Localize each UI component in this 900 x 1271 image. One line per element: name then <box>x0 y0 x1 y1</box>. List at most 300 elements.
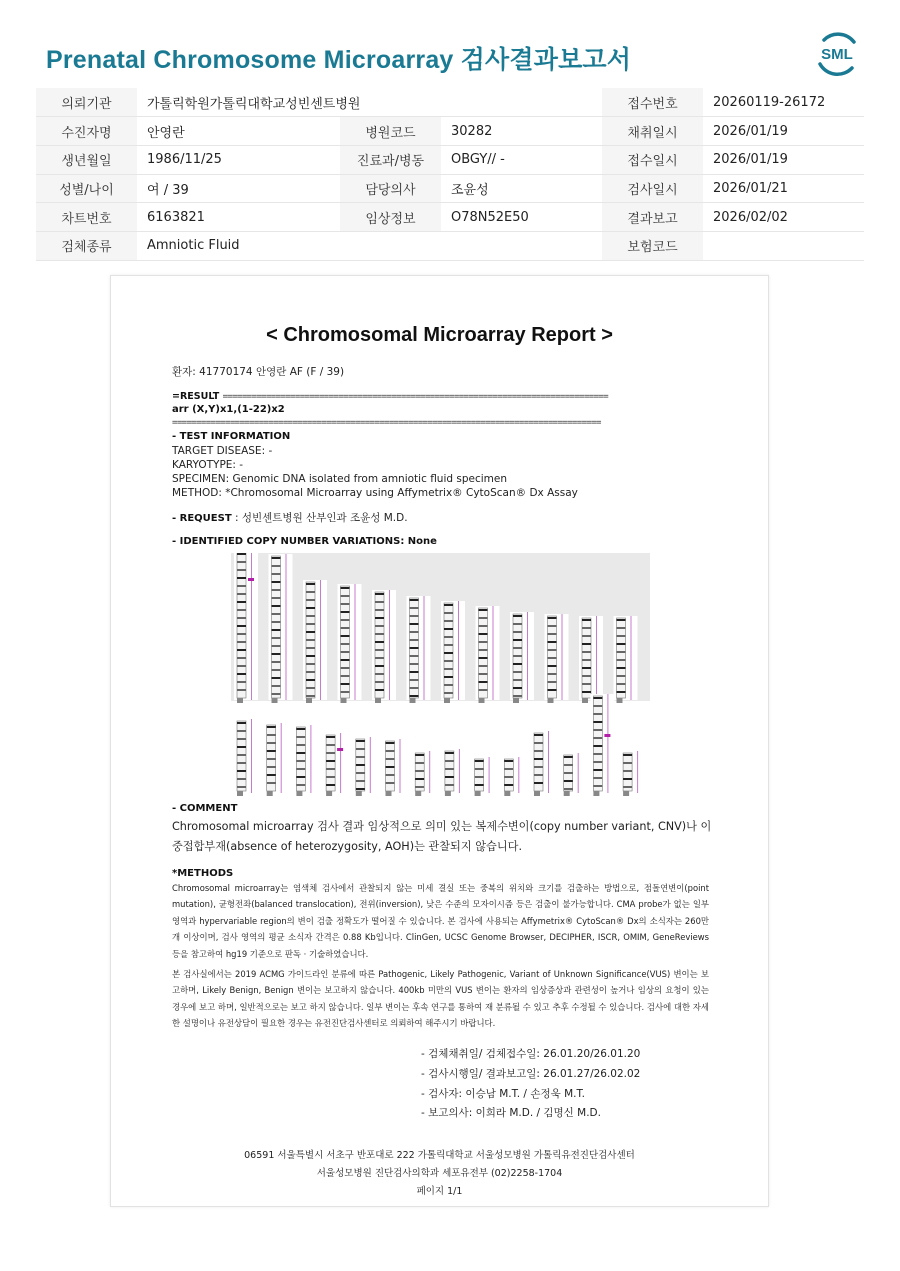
chromosome-label-box <box>415 791 421 796</box>
chromosome-label-box <box>617 698 623 703</box>
chromosome-band <box>582 667 591 669</box>
chromosome-band <box>296 744 305 746</box>
report-page <box>110 275 769 1207</box>
chromosome-band <box>326 752 335 754</box>
copy-number-track <box>489 757 490 793</box>
chromosome-band <box>410 647 419 649</box>
label-hospital-code: 병원코드 <box>340 117 441 146</box>
chromosome-label-box <box>444 698 450 703</box>
chromosome-band <box>341 619 350 621</box>
chromosome-band <box>237 730 246 732</box>
chromosome-band <box>267 742 276 744</box>
karyotype: KARYOTYPE: - <box>172 459 244 471</box>
chromosome-band <box>617 619 626 621</box>
label-physician: 담당의사 <box>340 174 441 203</box>
chromosome-band <box>444 604 453 606</box>
chromosome-band <box>444 620 453 622</box>
chromosome-band <box>267 726 276 728</box>
chromosome-label-box <box>237 698 243 703</box>
chromosome-band <box>564 756 573 758</box>
chromosome-band <box>356 756 365 758</box>
chromosome-band <box>375 601 384 603</box>
chromosome-band <box>410 687 419 689</box>
chromosome-band <box>513 623 522 625</box>
chromosome-band <box>237 601 246 603</box>
chromosome-band <box>479 617 488 619</box>
value-specimen-type: Amniotic Fluid <box>137 231 602 260</box>
patient-info-table <box>36 88 864 261</box>
chromosome-band <box>272 645 281 647</box>
chromosome-band <box>593 721 602 723</box>
methods-heading: *METHODS <box>172 868 234 879</box>
value-sex-age: 여 / 39 <box>137 174 340 203</box>
chromosome-band <box>341 651 350 653</box>
chromosome-body <box>582 618 591 698</box>
chromosome-band <box>341 659 350 661</box>
chromosome-band <box>534 766 543 768</box>
chromosome-label-box <box>375 698 381 703</box>
chromosome-band <box>237 722 246 724</box>
chromosome-band <box>564 772 573 774</box>
chromosome-label-box <box>326 791 332 796</box>
chromosome-band <box>272 693 281 695</box>
sml-logo <box>812 28 862 78</box>
value-requesting-institution: 가톨릭학원가톨릭대학교성빈센트병원 <box>137 88 602 117</box>
chromosome-band <box>375 657 384 659</box>
chromosome-band <box>513 639 522 641</box>
copy-number-track <box>548 731 549 793</box>
chromosome-band <box>356 772 365 774</box>
cnv-marker <box>337 748 343 751</box>
request-line <box>172 510 408 525</box>
page-title: Prenatal Chromosome Microarray 검사결과보고서 <box>46 46 632 74</box>
chromosome-band <box>306 663 315 665</box>
chromosome-band <box>410 599 419 601</box>
chromosome-band <box>513 663 522 665</box>
chromosome-band <box>375 689 384 691</box>
chromosome-band <box>479 673 488 675</box>
chromosome-band <box>445 768 454 770</box>
label-patient-name: 수진자명 <box>36 117 137 146</box>
chromosome-band <box>623 762 632 764</box>
chromosome-band <box>326 768 335 770</box>
chromosome-band <box>593 777 602 779</box>
chromosome-band <box>564 780 573 782</box>
label-chart-number: 차트번호 <box>36 203 137 232</box>
label-clinical-info: 임상정보 <box>340 203 441 232</box>
chromosome-label-box <box>513 698 519 703</box>
chromosome-band <box>237 561 246 563</box>
chromosome-band <box>386 750 395 752</box>
chromosome-band <box>306 695 315 697</box>
chromosome-band <box>415 778 424 780</box>
chromosome-label-box <box>445 791 451 796</box>
target-disease: TARGET DISEASE: - <box>172 445 273 457</box>
chromosome-band <box>444 692 453 694</box>
chromosome-band <box>444 612 453 614</box>
chromosome-band <box>326 760 335 762</box>
chromosome-band <box>272 573 281 575</box>
chromosome-label-box <box>548 698 554 703</box>
sign-collection-dates: - 검체채취일/ 검체접수일: 26.01.20/26.01.20 <box>421 1048 641 1060</box>
chromosome-band <box>326 776 335 778</box>
label-requesting-institution: 의뢰기관 <box>36 88 137 117</box>
chromosome-band <box>272 637 281 639</box>
chromosome-band <box>375 609 384 611</box>
chromosome-label-box <box>306 698 312 703</box>
chromosome-band <box>504 768 513 770</box>
comment-heading: - COMMENT <box>172 803 238 814</box>
chromosome-band <box>548 665 557 667</box>
chromosome-label-box <box>267 791 273 796</box>
chromosome-band <box>296 768 305 770</box>
chromosome-band <box>237 778 246 780</box>
chromosome-band <box>375 617 384 619</box>
logo-text: SML <box>821 46 853 63</box>
chromosome-band <box>306 631 315 633</box>
chromosome-band <box>479 649 488 651</box>
chromosome-label-box <box>534 791 540 796</box>
chromosome-label-box <box>237 791 243 796</box>
chromosome-band <box>513 615 522 617</box>
specimen: SPECIMEN: Genomic DNA isolated from amniotic fluid specimen <box>172 473 508 485</box>
chromosome-label-box <box>410 698 416 703</box>
chromosome-band <box>479 681 488 683</box>
chromosome-band <box>341 587 350 589</box>
chromosome-band <box>617 643 626 645</box>
chromosome-label-box <box>272 698 278 703</box>
chromosome-band <box>617 667 626 669</box>
chromosome-band <box>534 758 543 760</box>
value-insurance-code <box>703 231 864 260</box>
chromosome-band <box>386 758 395 760</box>
chromosome-band <box>386 742 395 744</box>
chromosome-band <box>375 649 384 651</box>
chromosome-band <box>356 788 365 790</box>
info-row <box>36 117 864 146</box>
chromosome-band <box>593 713 602 715</box>
chromosome-band <box>444 668 453 670</box>
chromosome-band <box>445 776 454 778</box>
chromosome-band <box>375 625 384 627</box>
chromosome-band <box>341 611 350 613</box>
copy-number-track <box>493 606 494 700</box>
copy-number-track <box>355 584 356 700</box>
chromosome-band <box>237 754 246 756</box>
chromosome-body <box>479 608 488 698</box>
chromosome-band <box>272 581 281 583</box>
request-value: : 성빈센트병원 산부인과 조윤성 M.D. <box>234 512 408 524</box>
chromosome-band <box>237 649 246 651</box>
chromosome-label-box <box>593 791 599 796</box>
chromosome-band <box>623 754 632 756</box>
chromosome-band <box>272 589 281 591</box>
chromosome-body <box>272 556 281 698</box>
value-collection-date: 2026/01/19 <box>703 117 864 146</box>
chromosome-band <box>593 769 602 771</box>
chromosome-band <box>593 785 602 787</box>
chromosome-label-box <box>356 791 362 796</box>
chromosome-label-box <box>504 791 510 796</box>
chromosome-band <box>326 744 335 746</box>
copy-number-track <box>310 725 311 793</box>
chromosome-band <box>444 644 453 646</box>
chromosome-band <box>582 683 591 685</box>
chromosome-band <box>296 752 305 754</box>
chromosome-band <box>341 691 350 693</box>
chromosome-body <box>504 759 513 791</box>
label-collection-date: 채취일시 <box>602 117 703 146</box>
chromosome-band <box>356 748 365 750</box>
chromosome-band <box>534 782 543 784</box>
label-specimen-type: 검체종류 <box>36 231 137 260</box>
chromosome-band <box>306 647 315 649</box>
copy-number-track <box>596 616 597 700</box>
chromosome-band <box>237 681 246 683</box>
chromosome-band <box>444 636 453 638</box>
chromosome-band <box>534 734 543 736</box>
copy-number-track <box>631 616 632 700</box>
chromosome-band <box>267 782 276 784</box>
methods-paragraph-2: 본 검사실에서는 2019 ACMG 가이드라인 분류에 따른 Pathogenic, Likely Pathogenic, Variant of Unknown Significance(VUS) 변이는 보고하며, Likely Benign, Benign 변이는 보고하지 않습니다. 400kb 미만의 VUS 변이는 환자의 임상증상과 관련성이 높거나 임상의 요청이 있는 경우에 보고 하며, 일반적으로는 보고 하지 않습니다. 일부 변이는 후속 연구를 통하여 재 분류될 수 있고 추후 수정될 수 있습니다. 검사에 대한 자세한 설명이나 유전상담이 필요한 경우는 유전진단검사센터로 의뢰하여 해주시기 바랍니다. <box>172 969 709 1029</box>
chromosome-band <box>582 635 591 637</box>
chromosome-band <box>306 639 315 641</box>
value-clinical-info: O78N52E50 <box>441 203 602 232</box>
chromosome-band <box>410 695 419 697</box>
chromosome-band <box>410 631 419 633</box>
chromosome-band <box>479 665 488 667</box>
label-department: 진료과/병동 <box>340 145 441 174</box>
copy-number-track <box>400 739 401 793</box>
footer-page-number: 페이지 1/1 <box>416 1186 463 1197</box>
value-chart-number: 6163821 <box>137 203 340 232</box>
chromosome-band <box>272 565 281 567</box>
info-row <box>36 145 864 174</box>
chromosome-band <box>479 633 488 635</box>
value-accession-number: 20260119-26172 <box>703 88 864 117</box>
chromosome-band <box>548 625 557 627</box>
sign-technologists: - 검사자: 이승남 M.T. / 손정욱 M.T. <box>421 1088 585 1100</box>
chromosome-band <box>444 676 453 678</box>
chromosome-band <box>504 760 513 762</box>
label-received-date: 접수일시 <box>602 145 703 174</box>
chromosome-band <box>306 583 315 585</box>
chromosome-band <box>548 689 557 691</box>
chromosome-band <box>306 623 315 625</box>
chromosome-band <box>479 625 488 627</box>
copy-number-track <box>562 614 563 700</box>
chromosome-band <box>306 607 315 609</box>
value-hospital-code: 30282 <box>441 117 602 146</box>
chromosome-band <box>296 728 305 730</box>
copy-number-track <box>389 590 390 700</box>
chromosome-band <box>513 679 522 681</box>
value-received-date: 2026/01/19 <box>703 145 864 174</box>
chromosome-band <box>582 619 591 621</box>
chromosome-band <box>445 784 454 786</box>
chromosome-band <box>341 683 350 685</box>
result-rule: ================================================================================ <box>222 392 609 402</box>
copy-number-track <box>578 753 579 793</box>
chromosome-band <box>296 776 305 778</box>
chromosome-band <box>475 768 484 770</box>
patient-line: 환자: 41770174 안영란 AF (F / 39) <box>172 366 345 378</box>
chromosome-body <box>341 586 350 698</box>
value-physician: 조윤성 <box>441 174 602 203</box>
chromosome-band <box>237 617 246 619</box>
chromosome-band <box>504 784 513 786</box>
chromosome-band <box>237 553 246 555</box>
comment-text: Chromosomal microarray 검사 결과 임상적으로 의미 있는 복제수변이(copy number variant, CNV)나 이중접합부재(absence of heterozygosity, AOH)는 관찰되지 않습니다. <box>172 820 712 853</box>
label-birth-date: 생년월일 <box>36 145 137 174</box>
chromosome-band <box>475 776 484 778</box>
chromosome-band <box>356 780 365 782</box>
chromosome-band <box>272 661 281 663</box>
info-row <box>36 88 864 117</box>
cnv-marker <box>604 734 610 737</box>
chromosome-band <box>444 684 453 686</box>
info-row <box>36 203 864 232</box>
chromosome-band <box>386 766 395 768</box>
result-rule-line <box>172 391 706 402</box>
chromosome-band <box>444 628 453 630</box>
chromosome-band <box>548 649 557 651</box>
chromosome-band <box>534 742 543 744</box>
value-birth-date: 1986/11/25 <box>137 145 340 174</box>
chromosome-band <box>410 615 419 617</box>
chromosome-band <box>617 675 626 677</box>
chromosome-label-box <box>386 791 392 796</box>
chromosome-band <box>410 607 419 609</box>
chromosome-band <box>410 671 419 673</box>
chromosome-band <box>623 778 632 780</box>
chromosome-band <box>237 770 246 772</box>
chromosome-band <box>375 681 384 683</box>
chromosome-band <box>375 593 384 595</box>
chromosome-band <box>341 595 350 597</box>
copy-number-track <box>370 737 371 793</box>
chromosome-label-box <box>623 791 629 796</box>
copy-number-track <box>286 554 287 700</box>
value-department: OBGY// - <box>441 145 602 174</box>
chromosome-band <box>237 657 246 659</box>
chromosome-band <box>593 729 602 731</box>
chromosome-band <box>548 681 557 683</box>
chromosome-label-box <box>341 698 347 703</box>
chromosome-label-box <box>564 791 570 796</box>
copy-number-track <box>458 601 459 700</box>
chromosome-band <box>444 652 453 654</box>
chromosome-band <box>593 753 602 755</box>
chromosome-band <box>415 786 424 788</box>
chromosome-band <box>375 673 384 675</box>
chromosome-band <box>548 633 557 635</box>
chromosome-band <box>410 623 419 625</box>
result-divider: ========================================================================================= <box>172 418 601 428</box>
chromosome-band <box>548 657 557 659</box>
chromosome-band <box>582 691 591 693</box>
chromosome-band <box>237 786 246 788</box>
chromosome-band <box>410 663 419 665</box>
chromosome-band <box>272 653 281 655</box>
value-report-date: 2026/02/02 <box>703 203 864 232</box>
chromosome-band <box>548 641 557 643</box>
chromosome-band <box>375 665 384 667</box>
chromosome-band <box>410 679 419 681</box>
chromosome-band <box>593 697 602 699</box>
chromosome-band <box>237 673 246 675</box>
chromosome-band <box>617 651 626 653</box>
chromosome-band <box>237 577 246 579</box>
copy-number-track <box>637 751 638 793</box>
chromosome-band <box>617 627 626 629</box>
chromosome-band <box>272 621 281 623</box>
value-test-date: 2026/01/21 <box>703 174 864 203</box>
chromosome-band <box>564 764 573 766</box>
chromosome-band <box>267 734 276 736</box>
info-row <box>36 174 864 203</box>
label-accession-number: 접수번호 <box>602 88 703 117</box>
chromosome-band <box>415 754 424 756</box>
chromosome-band <box>341 667 350 669</box>
request-label: - REQUEST <box>172 513 232 524</box>
chromosome-band <box>445 752 454 754</box>
chromosome-band <box>582 651 591 653</box>
chromosome-band <box>341 675 350 677</box>
chromosome-body <box>617 618 626 698</box>
chromosome-band <box>548 617 557 619</box>
chromosome-band <box>237 738 246 740</box>
chromosome-band <box>617 659 626 661</box>
chromosome-band <box>326 784 335 786</box>
chromosome-band <box>479 657 488 659</box>
chromosome-band <box>267 774 276 776</box>
chromosome-band <box>582 675 591 677</box>
chromosome-band <box>617 691 626 693</box>
chromosome-band <box>272 629 281 631</box>
chromosome-band <box>513 655 522 657</box>
copy-number-track <box>429 751 430 793</box>
chromosome-band <box>306 655 315 657</box>
result-label: =RESULT <box>172 391 223 402</box>
chromosome-band <box>513 647 522 649</box>
chromosome-band <box>306 615 315 617</box>
chromosome-band <box>237 593 246 595</box>
chromosome-band <box>513 695 522 697</box>
chromosome-body <box>593 696 602 791</box>
chromosome-band <box>415 762 424 764</box>
chromosome-band <box>237 762 246 764</box>
chromosome-band <box>356 740 365 742</box>
copy-number-track <box>340 733 341 793</box>
chromosome-band <box>582 627 591 629</box>
chromosome-band <box>272 685 281 687</box>
karyogram-image <box>231 553 650 797</box>
chromosome-band <box>341 643 350 645</box>
methods-paragraph-1: Chromosomal microarray는 염색체 검사에서 관찰되지 않는 미세 결실 또는 중복의 위치와 크기를 검출하는 방법으로, 점돌연변이(point mutation), 균형전좌(balanced translocation), 전위(inversion), 낮은 수준의 모자이시즘 등은 검출이 불가능합니다. CMA probe가 없는 일부 영역과 hypervariable region의 변이 검출 정확도가 떨어질 수 있습니다. 본 검사에 사용되는 Affymetrix® CytoScan® Dx의 소식자는 260만개 이상이며, 검사 영역의 평균 소식자 간격은 0.88 Kb입니다. ClinGen, UCSC Genome Browser, DECIPHER, ISCR, OMIM, GeneReviews 등을 참고하여 hg19 기준으로 판독 · 기술하였습니다. <box>172 883 709 959</box>
label-report-date: 결과보고 <box>602 203 703 232</box>
chromosome-band <box>267 750 276 752</box>
chromosome-band <box>534 750 543 752</box>
chromosome-band <box>386 774 395 776</box>
chromosome-band <box>237 641 246 643</box>
chromosome-band <box>306 599 315 601</box>
chromosome-band <box>386 782 395 784</box>
chromosome-band <box>375 641 384 643</box>
label-test-date: 검사일시 <box>602 174 703 203</box>
chromosome-band <box>356 764 365 766</box>
chromosome-band <box>296 784 305 786</box>
